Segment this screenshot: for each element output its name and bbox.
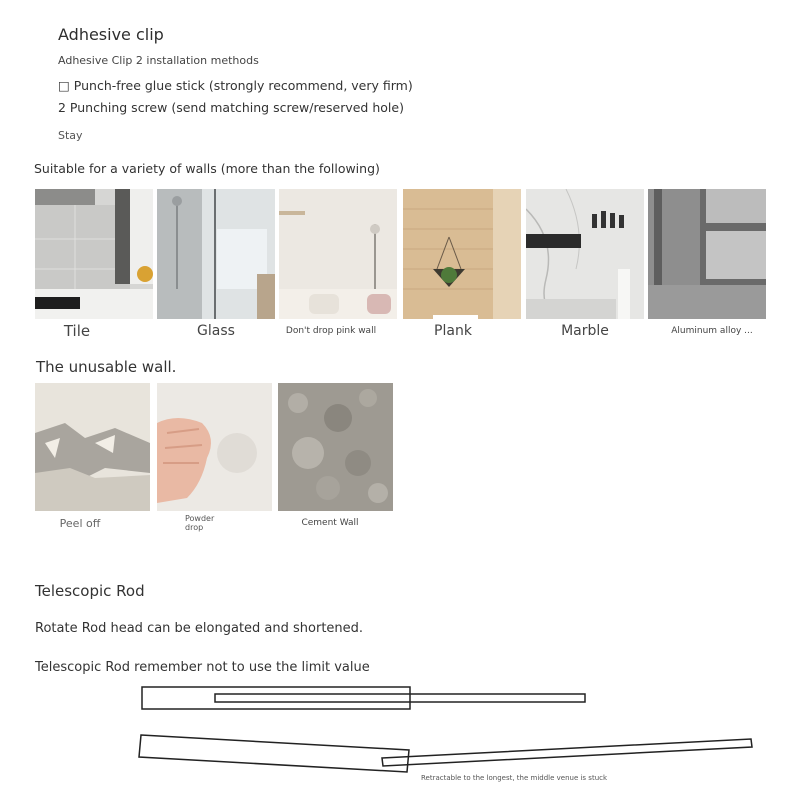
tile-wall-photo xyxy=(35,189,153,319)
unusable-label-cement: Cement Wall xyxy=(301,518,359,528)
rod-outer-short xyxy=(142,687,410,709)
suitable-walls-heading: Suitable for a variety of walls (more than the following) xyxy=(34,161,380,176)
unusable-label-peel: Peel off xyxy=(59,517,101,530)
wall-label-marble: Marble xyxy=(561,323,609,339)
glass-wall-photo xyxy=(157,189,275,319)
aluminum-wall-photo xyxy=(648,189,766,319)
peeling-wall-photo xyxy=(35,383,150,511)
method-punching-screw: 2 Punching screw (send matching screw/reserved hole) xyxy=(58,100,404,115)
telescopic-line-2: Telescopic Rod remember not to use the limit value xyxy=(35,660,370,675)
plank-wall-photo xyxy=(403,189,521,319)
rod-inner-short xyxy=(215,694,585,702)
adhesive-title: Adhesive clip xyxy=(58,25,164,44)
telescopic-rod-diagram xyxy=(0,680,800,790)
wall-label-pink: Don't drop pink wall xyxy=(285,326,377,336)
telescopic-title: Telescopic Rod xyxy=(35,582,145,600)
telescopic-caption: Retractable to the longest, the middle venue is stuck xyxy=(421,774,608,782)
adhesive-subtitle: Adhesive Clip 2 installation methods xyxy=(58,54,259,67)
marble-wall-photo xyxy=(526,189,644,319)
rod-outer-long xyxy=(139,735,409,772)
unusable-walls-heading: The unusable wall. xyxy=(36,358,177,376)
stay-text: Stay xyxy=(58,129,83,142)
rod-inner-long xyxy=(382,739,752,766)
method-glue-stick: □ Punch-free glue stick (strongly recommend, very firm) xyxy=(58,78,413,93)
unusable-label-powder: Powder drop xyxy=(185,514,215,532)
cement-wall-photo xyxy=(278,383,393,511)
wall-label-plank: Plank xyxy=(434,323,472,339)
wall-label-tile: Tile xyxy=(63,322,91,340)
powder-wall-photo xyxy=(157,383,272,511)
wall-label-glass: Glass xyxy=(197,323,235,339)
wall-label-aluminum: Aluminum alloy ... xyxy=(671,326,753,336)
telescopic-line-1: Rotate Rod head can be elongated and shortened. xyxy=(35,621,364,636)
pink-wall-photo xyxy=(279,189,397,319)
